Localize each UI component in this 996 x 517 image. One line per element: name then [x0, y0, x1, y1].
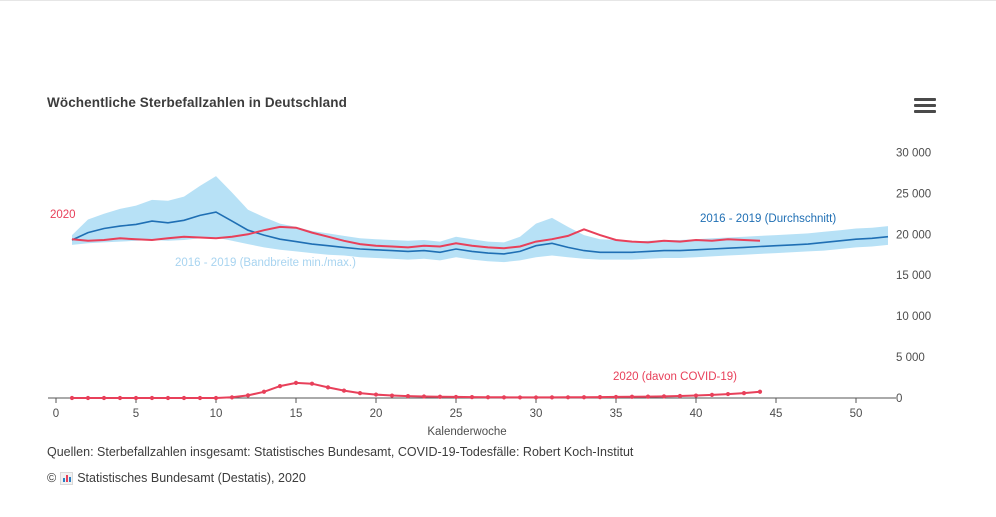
x-tick-label: 5 [132, 408, 140, 420]
label-2020: 2020 [50, 209, 76, 221]
covid-data-point [182, 396, 186, 400]
y-tick-label: 10 000 [896, 311, 932, 324]
x-axis-title: Kalenderwoche [427, 426, 507, 438]
covid-data-point [294, 381, 298, 385]
covid-data-point [582, 395, 586, 399]
x-tick-label: 40 [689, 408, 703, 420]
covid-data-point [134, 396, 138, 400]
logo-bar-2 [66, 475, 68, 482]
covid-data-point [166, 396, 170, 400]
covid-data-point [198, 396, 202, 400]
covid-data-point [678, 394, 682, 398]
series-2020-covid [72, 383, 760, 398]
menu-bar-3 [914, 110, 936, 113]
covid-data-point [230, 395, 234, 399]
logo-bar-3 [69, 477, 71, 482]
covid-data-point [710, 393, 714, 397]
covid-data-point [758, 390, 762, 394]
label-avg-2016-2019: 2016 - 2019 (Durchschnitt) [700, 213, 837, 225]
covid-data-point [614, 395, 618, 399]
covid-data-point [406, 394, 410, 398]
y-tick-label: 5 000 [896, 352, 925, 365]
copyright-row [47, 471, 306, 485]
covid-data-point [358, 391, 362, 395]
covid-data-point [598, 395, 602, 399]
chart-plot-area[interactable] [0, 118, 996, 443]
label-covid-2020: 2020 (davon COVID-19) [613, 371, 738, 383]
copyright-symbol: © [47, 471, 57, 485]
top-divider [0, 0, 996, 1]
covid-data-point [374, 392, 378, 396]
page-title: Wöchentliche Sterbefallzahlen in Deutschland [47, 95, 347, 110]
covid-data-point [102, 396, 106, 400]
y-tick-label: 25 000 [896, 188, 932, 201]
x-tick-label: 35 [609, 408, 623, 420]
menu-bar-1 [914, 98, 936, 101]
logo-bar-1 [63, 478, 65, 482]
covid-data-point [246, 393, 250, 397]
covid-data-point [118, 396, 122, 400]
covid-data-point [342, 389, 346, 393]
covid-data-point [438, 395, 442, 399]
x-tick-label: 15 [289, 408, 303, 420]
x-tick-label: 50 [849, 408, 863, 420]
covid-data-point [326, 385, 330, 389]
chart-svg[interactable] [0, 118, 996, 443]
x-tick-label: 30 [529, 408, 543, 420]
label-band-2016-2019: 2016 - 2019 (Bandbreite min./max.) [175, 257, 356, 269]
x-tick-label: 25 [449, 408, 463, 420]
covid-data-point [390, 393, 394, 397]
covid-data-point [214, 396, 218, 400]
x-tick-label: 0 [52, 408, 60, 420]
covid-data-point [150, 396, 154, 400]
y-tick-label: 20 000 [896, 229, 932, 242]
covid-data-point [534, 395, 538, 399]
covid-data-point [422, 394, 426, 398]
y-tick-label: 30 000 [896, 147, 932, 160]
covid-data-point [470, 395, 474, 399]
covid-data-point [86, 396, 90, 400]
covid-data-point [454, 395, 458, 399]
x-tick-label: 20 [369, 408, 383, 420]
destatis-logo-icon [60, 472, 73, 485]
covid-data-point [502, 395, 506, 399]
covid-data-point [486, 395, 490, 399]
covid-data-point [742, 391, 746, 395]
covid-data-point [310, 382, 314, 386]
menu-bar-2 [914, 104, 936, 107]
covid-data-point [518, 395, 522, 399]
covid-data-point [70, 396, 74, 400]
x-tick-label: 45 [769, 408, 783, 420]
copyright-text: Statistisches Bundesamt (Destatis), 2020 [77, 471, 306, 485]
y-tick-label: 0 [896, 393, 903, 405]
x-tick-label: 10 [209, 408, 223, 420]
covid-data-point [550, 395, 554, 399]
covid-data-point [726, 392, 730, 396]
hamburger-menu-icon[interactable] [914, 97, 936, 115]
covid-data-point [630, 395, 634, 399]
covid-data-point [662, 394, 666, 398]
covid-data-point [694, 393, 698, 397]
covid-data-point [566, 395, 570, 399]
covid-data-point [646, 395, 650, 399]
covid-data-point [278, 384, 282, 388]
covid-data-point [262, 390, 266, 394]
source-note: Quellen: Sterbefallzahlen insgesamt: Statistisches Bundesamt, COVID-19-Todesfälle: Robert Koch-Institut [47, 445, 634, 459]
y-tick-label: 15 000 [896, 270, 932, 283]
